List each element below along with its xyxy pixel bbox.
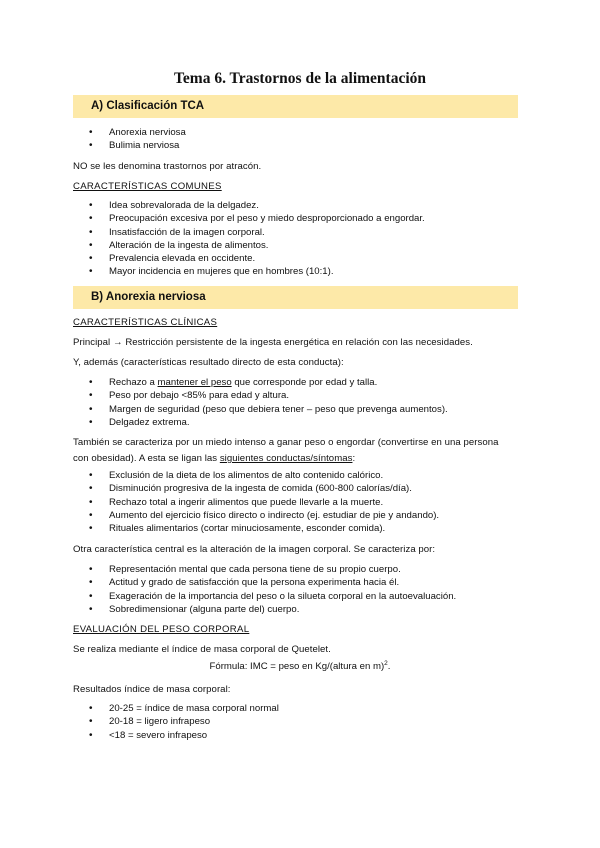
common-characteristics-list [73, 199, 523, 279]
underlined-term: mantener el peso [157, 377, 232, 388]
list-item: • Alteración de la ingesta de alimentos. [73, 239, 523, 252]
list-item: • Exclusión de la dieta de los alimentos de alto contenido calórico. [73, 469, 523, 482]
common-heading: CARACTERÍSTICAS COMUNES [73, 181, 222, 192]
miedo-paragraph [73, 436, 528, 465]
line-text: con obesidad). A esta se ligan las [73, 453, 220, 464]
list-item: • Preocupación excesiva por el peso y miedo desproporcionado a engordar. [73, 212, 523, 225]
list-item: • Aumento del ejercicio físico directo o indirecto (ej. estudiar de pie y andando). [73, 509, 523, 522]
principal-paragraph: Principal → Restricción persistente de la ingesta energética en relación con las necesidades. [73, 337, 473, 348]
clinical-heading: CARACTERÍSTICAS CLÍNICAS [73, 317, 218, 328]
evaluacion-heading: EVALUACIÓN DEL PESO CORPORAL [73, 624, 250, 635]
imagen-list [73, 563, 523, 616]
resultados-list [73, 702, 523, 742]
list-item: • Peso por debajo <85% para edad y altura. [73, 389, 523, 402]
list-item: • Delgadez extrema. [73, 416, 523, 429]
conductas-list [73, 469, 523, 535]
document-title: Tema 6. Trastornos de la alimentación [173, 70, 427, 87]
clinical-list [73, 376, 523, 429]
line-text: : [352, 453, 356, 464]
tca-types-list [73, 126, 523, 153]
list-item: • 20-25 = índice de masa corporal normal [73, 702, 523, 715]
imc-formula [0, 661, 600, 672]
list-item: • Rechazo total a ingerir alimentos que puede llevarle a la muerte. [73, 496, 523, 509]
list-item: • Rituales alimentarios (cortar minuciosamente, esconder comida). [73, 522, 523, 535]
note-paragraph: NO se les denomina trastornos por atracón. [73, 161, 262, 172]
item-text: Rechazo a [109, 377, 158, 388]
list-item: • Insatisfacción de la imagen corporal. [73, 226, 523, 239]
section-a-heading: A) Clasificación TCA [91, 100, 205, 112]
paragraph-line [73, 452, 528, 465]
formula-exponent: 2 [384, 659, 388, 667]
list-item: • Actitud y grado de satisfacción que la persona experimenta hacia él. [73, 576, 523, 589]
section-a-heading-band [73, 95, 518, 118]
list-item: • Prevalencia elevada en occidente. [73, 252, 523, 265]
list-item: • 20-18 = ligero infrapeso [73, 715, 523, 728]
list-item: • Disminución progresiva de la ingesta de comida (600-800 calorías/día). [73, 482, 523, 495]
list-item: • Bulimia nerviosa [73, 139, 523, 152]
imagen-paragraph: Otra característica central es la alteración de la imagen corporal. Se caracteriza por: [73, 544, 436, 555]
list-item [73, 376, 523, 389]
list-item: • Mayor incidencia en mujeres que en hombres (10:1). [73, 265, 523, 278]
paragraph-line: También se caracteriza por un miedo intenso a ganar peso o engordar (convertirse en una persona [73, 437, 499, 448]
list-item: • <18 = severo infrapeso [73, 729, 523, 742]
section-b-heading: B) Anorexia nerviosa [91, 291, 206, 303]
section-b-heading-band [73, 286, 518, 309]
item-text: que corresponde por edad y talla. [231, 377, 378, 388]
list-item: • Anorexia nerviosa [73, 126, 523, 139]
ademas-paragraph: Y, además (características resultado directo de esta conducta): [73, 357, 344, 368]
list-item: • Exageración de la importancia del peso o la silueta corporal en la autoevaluación. [73, 590, 523, 603]
underlined-term: siguientes conductas/síntomas [219, 453, 353, 464]
list-item: • Representación mental que cada persona tiene de su propio cuerpo. [73, 563, 523, 576]
evaluacion-paragraph: Se realiza mediante el índice de masa corporal de Quetelet. [73, 644, 331, 655]
list-item: • Idea sobrevalorada de la delgadez. [73, 199, 523, 212]
resultados-label: Resultados índice de masa corporal: [73, 684, 231, 695]
list-item: • Margen de seguridad (peso que debiera tener – peso que prevenga aumentos). [73, 403, 523, 416]
list-item: • Sobredimensionar (alguna parte del) cuerpo. [73, 603, 523, 616]
formula-text: Fórmula: IMC = peso en Kg/(altura en m) [209, 661, 385, 672]
formula-end: . [387, 661, 391, 672]
